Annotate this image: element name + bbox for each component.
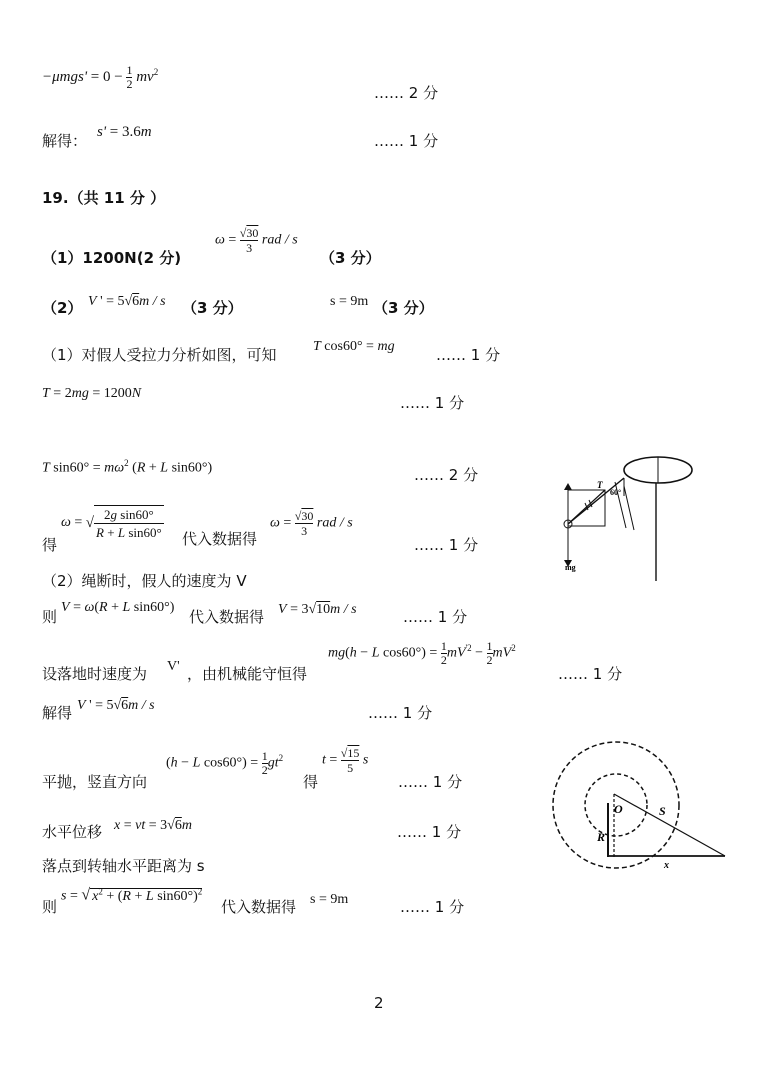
- t-cos-formula: T cos60° = mg: [313, 339, 395, 354]
- center-label: O: [614, 802, 623, 816]
- v-prime-answer: V ' = 5√6m / s: [88, 294, 166, 309]
- horizontal-displacement-formula: x = vt = 3√6m: [114, 818, 192, 833]
- gravity-label: mg: [565, 563, 576, 572]
- time-result: t = $\frac{√15}{5}$ s: [322, 746, 369, 775]
- score-b8: …… 1 分: [400, 898, 465, 916]
- ze-label-b2: 则: [42, 608, 58, 626]
- score-b5: …… 1 分: [398, 773, 463, 791]
- score-part2a: （3 分）: [182, 299, 243, 317]
- analysis-text-7: 落点到转轴水平距离为 s: [42, 857, 205, 875]
- score-a2: …… 1 分: [400, 394, 465, 412]
- distance-label: S: [659, 804, 666, 818]
- score-a3: …… 2 分: [414, 466, 479, 484]
- solve-label-b4: 解得: [42, 704, 73, 722]
- page-number: 2: [374, 994, 384, 1012]
- de-label-a4: 得: [42, 536, 58, 554]
- substitute-label-a4: 代入数据得: [182, 530, 258, 548]
- s-prime-result: s' = 3.6m: [97, 124, 152, 140]
- free-fall-formula: (h − L cos60°) = $\frac{1}{2}$ $gt^2$: [166, 749, 284, 777]
- score-l2: …… 1 分: [374, 132, 439, 150]
- v-prime-symbol: V': [167, 659, 180, 674]
- score-l1: …… 2 分: [374, 84, 439, 102]
- v-omega-formula: V = ω(R + L sin60°): [61, 600, 175, 615]
- v-result: V = 3√10m / s: [278, 602, 357, 617]
- radius-label: R: [597, 830, 606, 844]
- de-label-b5: 得: [303, 773, 319, 791]
- analysis-text-1: （1）对假人受拉力分析如图，可知: [42, 346, 277, 364]
- distance-result: s = 9m: [310, 892, 349, 907]
- s-answer: s = 9m: [330, 294, 369, 309]
- analysis-text-3b: ，由机械能守恒得: [187, 665, 308, 683]
- score-b2: …… 1 分: [403, 608, 468, 626]
- omega-answer: ω = $\frac{√30}{3}$ rad / s: [215, 226, 298, 255]
- score-a4: …… 1 分: [414, 536, 479, 554]
- score-b6: …… 1 分: [397, 823, 462, 841]
- substitute-label-b8: 代入数据得: [221, 898, 297, 916]
- distance-formula: s = √ $x^2 + (R + L$ sin60°)$^2$: [61, 886, 203, 904]
- score-part2b: （3 分）: [373, 299, 434, 317]
- x-label: x: [664, 860, 669, 871]
- centripetal-formula: T $\sin 60^\circ = m\omega^2$ (R + L sin60°): [42, 458, 213, 476]
- analysis-text-6: 水平位移: [42, 823, 103, 841]
- energy-equation: −μmgs' = 0 − $\frac{1}{2}$ $mv^2$: [42, 63, 159, 91]
- score-b4: …… 1 分: [368, 704, 433, 722]
- omega-formula: ω = √ $\frac{\text{2g sin60°}}{\text{R + L sin60°}}$: [61, 507, 162, 540]
- tension-label: T: [597, 480, 603, 490]
- v-prime-result: V ' = 5√6m / s: [77, 698, 155, 713]
- solve-label: 解得：: [42, 132, 88, 150]
- ze-label-b8: 则: [42, 898, 58, 916]
- question-19-title: 19.（共 11 分 ）: [42, 189, 166, 207]
- substitute-label-b2: 代入数据得: [189, 608, 265, 626]
- tension-formula: T = 2mg = 1200N: [42, 386, 142, 401]
- score-b3: …… 1 分: [558, 665, 623, 683]
- trajectory-diagram: [548, 735, 733, 875]
- analysis-text-2: （2）绳断时，假人的速度为 V: [42, 572, 247, 590]
- score-part1: （3 分）: [320, 249, 381, 267]
- angle-label: 60°: [610, 488, 622, 497]
- analysis-text-5: 平抛，竖直方向: [42, 773, 148, 791]
- answer-part1: （1）1200N(2 分): [42, 249, 182, 267]
- score-a1: …… 1 分: [436, 346, 501, 364]
- omega-result: ω = $\frac{√30}{3}$ rad / s: [270, 509, 353, 538]
- force-diagram: [548, 448, 708, 588]
- energy-conservation-formula: mg(h − L cos60°) = $\frac{1}{2}$ $mV^{'2}$ − $\frac{1}{2}$ $mV^2$: [328, 639, 516, 667]
- answer-part2-label: （2）: [42, 299, 83, 317]
- analysis-text-3a: 设落地时速度为: [42, 665, 148, 683]
